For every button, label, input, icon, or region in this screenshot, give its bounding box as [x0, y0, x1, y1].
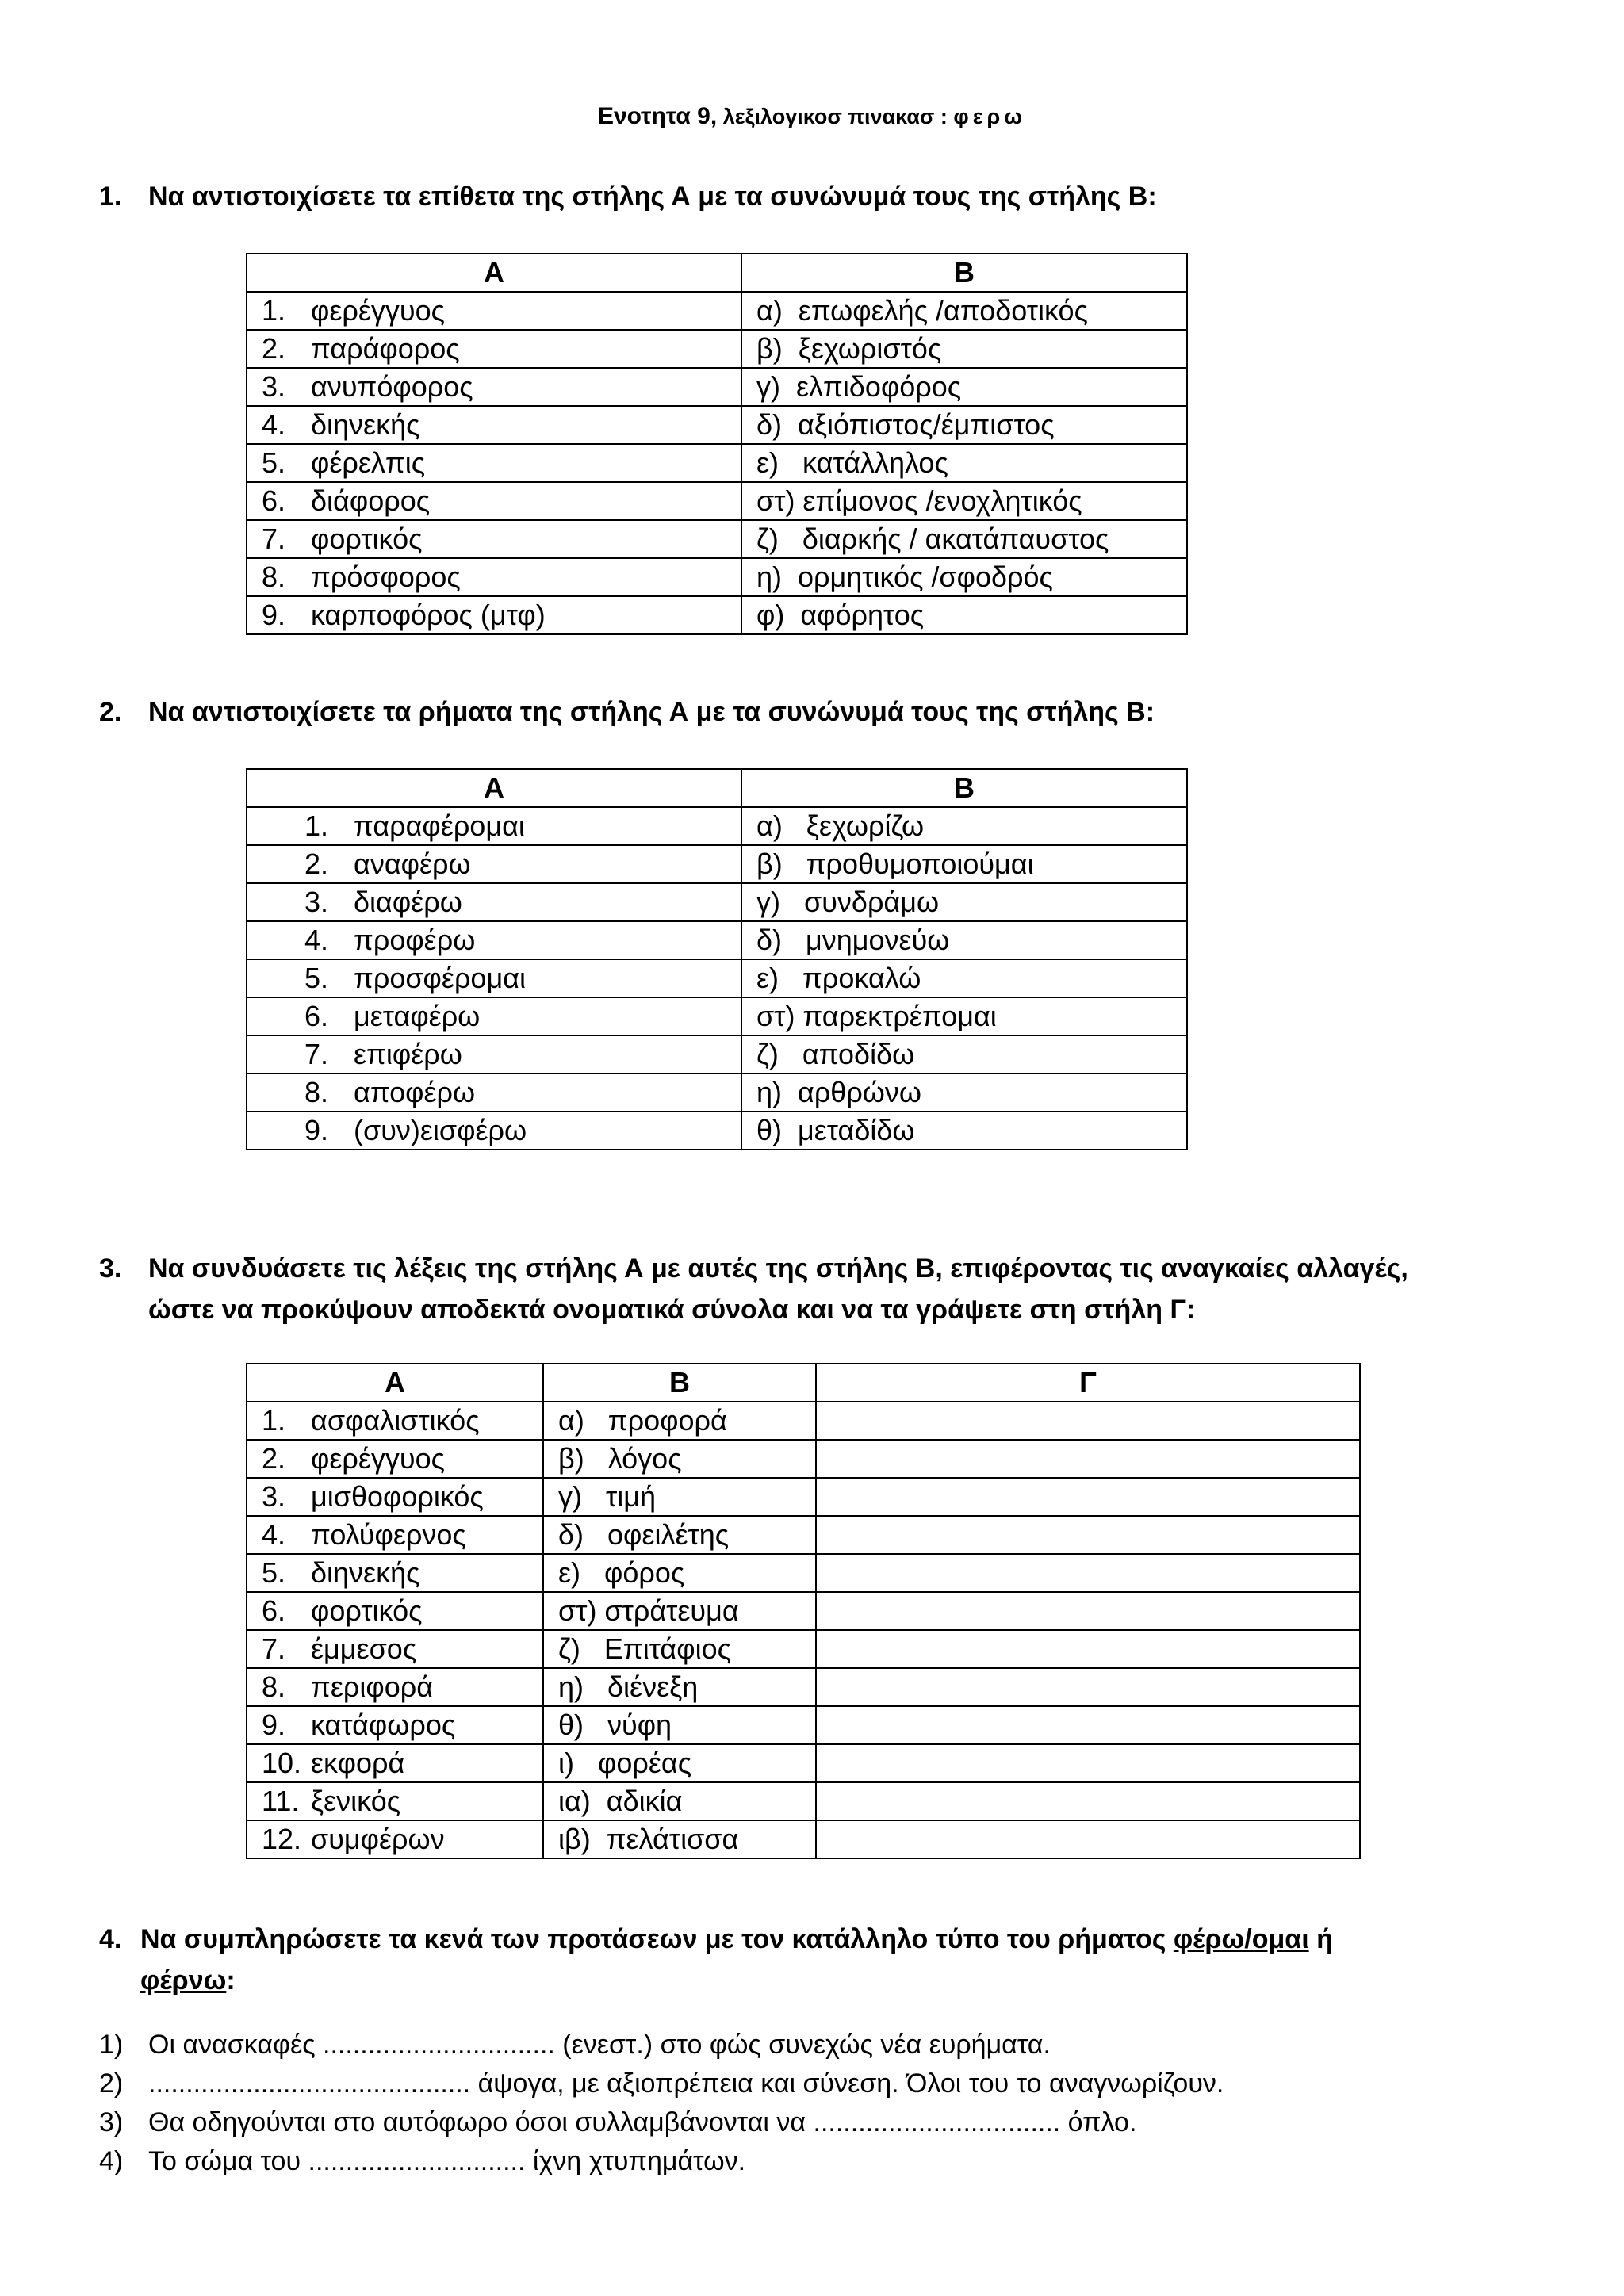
- sentence-item: [99, 2142, 745, 2181]
- table-row: [247, 1630, 1360, 1668]
- table-q1: [246, 253, 1188, 635]
- question-number: 1.: [99, 182, 122, 212]
- sentence-text: Θα οδηγούνται στο αυτόφωρο όσοι συλλαμβάνονται να ................................. όπλο.: [148, 2107, 1137, 2137]
- cell-col-a: [247, 1668, 543, 1706]
- table-row: [247, 1782, 1360, 1820]
- table-row: [247, 368, 1187, 406]
- table-row: [247, 330, 1187, 368]
- item-number: 7.: [304, 1038, 329, 1070]
- item-word: διάφορος: [311, 484, 431, 517]
- answer-cell-col-c[interactable]: [816, 1668, 1360, 1706]
- item-number: 9.: [262, 1709, 286, 1741]
- item-number: 4.: [304, 924, 329, 956]
- item-number: 2.: [262, 332, 286, 365]
- table-row: [247, 997, 1187, 1035]
- cell-col-b: ζ) διαρκής / ακατάπαυστος: [741, 520, 1187, 558]
- cell-col-a: [247, 1035, 741, 1073]
- item-number: 5.: [304, 962, 329, 994]
- table-row: [247, 596, 1187, 634]
- header-col-b: Β: [741, 254, 1187, 292]
- item-number: 4.: [262, 408, 286, 441]
- title-section: Ενοτητα 9,: [597, 103, 718, 129]
- item-word: φερέγγυος: [311, 294, 445, 327]
- cell-col-b: στ) παρεκτρέπομαι: [741, 997, 1187, 1035]
- item-word: φέρελπις: [311, 446, 426, 479]
- item-number: 8.: [262, 561, 286, 593]
- question-text-before: Να συμπληρώσετε τα κενά των προτάσεων με τον κατάλληλο τύπο του ρήματος: [140, 1924, 1166, 1954]
- table-row: [247, 1478, 1360, 1516]
- cell-col-b: γ) ελπιδοφόρος: [741, 368, 1187, 406]
- title-label: λεξιλογικοσ πινακασ :: [722, 105, 948, 128]
- cell-col-b: β) προθυμοποιούμαι: [741, 845, 1187, 883]
- answer-cell-col-c[interactable]: [816, 1630, 1360, 1668]
- item-word: διαφέρω: [354, 886, 462, 918]
- question-number: 2.: [99, 697, 122, 727]
- table-row: [247, 883, 1187, 921]
- table-row: [247, 1516, 1360, 1554]
- table-header-row: [247, 769, 1187, 807]
- sentence-text: ........................................... άψογα, με αξιοπρέπεια και σύνεση. Όλοι του το αναγνωρίζουν.: [148, 2068, 1224, 2099]
- answer-cell-col-c[interactable]: [816, 1402, 1360, 1440]
- cell-col-b: θ) νύφη: [543, 1706, 816, 1744]
- item-number: 12.: [262, 1823, 302, 1855]
- table-q3: [246, 1363, 1361, 1859]
- cell-col-b: δ) οφειλέτης: [543, 1516, 816, 1554]
- cell-col-a: [247, 845, 741, 883]
- cell-col-a: [247, 997, 741, 1035]
- item-word: περιφορά: [311, 1670, 434, 1703]
- sentence-item: [99, 2064, 1224, 2103]
- table-row: [247, 1668, 1360, 1706]
- answer-cell-col-c[interactable]: [816, 1592, 1360, 1630]
- answer-cell-col-c[interactable]: [816, 1744, 1360, 1782]
- header-col-c: Γ: [816, 1364, 1360, 1402]
- table-row: [247, 558, 1187, 596]
- table-row: [247, 1744, 1360, 1782]
- item-number: 5.: [262, 446, 286, 479]
- cell-col-a: [247, 482, 741, 520]
- answer-cell-col-c[interactable]: [816, 1440, 1360, 1478]
- item-number: 3.: [304, 886, 329, 918]
- table-header-row: [247, 254, 1187, 292]
- verb-fero: φέρω/ομαι: [1173, 1924, 1309, 1954]
- cell-col-a: [247, 596, 741, 634]
- answer-cell-col-c[interactable]: [816, 1820, 1360, 1858]
- item-number: 1.: [262, 294, 286, 327]
- item-word: διηνεκής: [311, 1556, 420, 1589]
- item-number: 9.: [262, 599, 286, 631]
- item-number: 5.: [262, 1556, 286, 1589]
- cell-col-b: η) διένεξη: [543, 1668, 816, 1706]
- cell-col-b: γ) τιμή: [543, 1478, 816, 1516]
- item-word: φορτικός: [311, 1594, 423, 1627]
- cell-col-b: α) επωφελής /αποδοτικός: [741, 292, 1187, 330]
- cell-col-a: [247, 1592, 543, 1630]
- cell-col-b: β) λόγος: [543, 1440, 816, 1478]
- table-q2: [246, 768, 1188, 1150]
- item-number: 3.: [262, 1480, 286, 1513]
- cell-col-a: [247, 807, 741, 845]
- table-row: [247, 959, 1187, 997]
- item-word: πρόσφορος: [311, 561, 461, 593]
- cell-col-b: θ) μεταδίδω: [741, 1112, 1187, 1150]
- item-word: πολύφερνος: [311, 1518, 466, 1551]
- cell-col-b: α) προφορά: [543, 1402, 816, 1440]
- sentence-number: 2): [99, 2068, 124, 2099]
- sentence-item: [99, 2103, 1136, 2142]
- item-number: 6.: [262, 484, 286, 517]
- cell-col-b: α) ξεχωρίζω: [741, 807, 1187, 845]
- cell-col-a: [247, 1630, 543, 1668]
- item-number: 7.: [262, 1632, 286, 1665]
- cell-col-a: [247, 406, 741, 444]
- cell-col-a: [247, 330, 741, 368]
- table-row: [247, 1592, 1360, 1630]
- header-col-a: Α: [247, 1364, 543, 1402]
- question-text-line1: Να συνδυάσετε τις λέξεις της στήλης Α με αυτές της στήλης Β, επιφέροντας τις αναγκαίες αλλαγές,: [148, 1253, 1408, 1284]
- question-2-heading: [99, 691, 1526, 733]
- table-row: [247, 1820, 1360, 1858]
- item-number: 6.: [304, 1000, 329, 1032]
- table-row: [247, 1554, 1360, 1592]
- cell-col-b: β) ξεχωριστός: [741, 330, 1187, 368]
- cell-col-a: [247, 1782, 543, 1820]
- cell-col-b: ε) κατάλληλος: [741, 444, 1187, 482]
- header-col-b: Β: [741, 769, 1187, 807]
- cell-col-b: γ) συνδράμω: [741, 883, 1187, 921]
- item-number: 2.: [262, 1442, 286, 1475]
- cell-col-a: [247, 1820, 543, 1858]
- header-col-b: Β: [543, 1364, 816, 1402]
- cell-col-a: [247, 1554, 543, 1592]
- item-number: 9.: [304, 1114, 329, 1146]
- cell-col-b: η) αρθρώνω: [741, 1073, 1187, 1112]
- cell-col-b: ζ) Επιτάφιος: [543, 1630, 816, 1668]
- header-col-a: Α: [247, 254, 741, 292]
- question-text-line2: ώστε να προκύψουν αποδεκτά ονοματικά σύνολα και να τα γράψετε στη στήλη Γ:: [148, 1295, 1196, 1325]
- item-number: 3.: [262, 370, 286, 403]
- item-word: παραφέρομαι: [354, 809, 525, 842]
- question-text: Να αντιστοιχίσετε τα επίθετα της στήλης Α με τα συνώνυμά τους της στήλης Β:: [148, 182, 1157, 212]
- cell-col-a: [247, 883, 741, 921]
- cell-col-a: [247, 520, 741, 558]
- item-number: 6.: [262, 1594, 286, 1627]
- item-number: 11.: [262, 1785, 300, 1817]
- question-text-after: :: [226, 1965, 236, 1996]
- question-4-heading: [99, 1919, 1590, 2001]
- cell-col-b: δ) μνημονεύω: [741, 921, 1187, 959]
- sentence-item: [99, 2026, 1051, 2064]
- item-number: 7.: [262, 522, 286, 555]
- table-row: [247, 1073, 1187, 1112]
- header-col-a: Α: [247, 769, 741, 807]
- answer-cell-col-c[interactable]: [816, 1706, 1360, 1744]
- item-word: προσφέρομαι: [354, 962, 527, 994]
- cell-col-a: [247, 1744, 543, 1782]
- item-word: αποφέρω: [354, 1076, 476, 1108]
- cell-col-a: [247, 1440, 543, 1478]
- table-row: [247, 1112, 1187, 1150]
- cell-col-a: [247, 444, 741, 482]
- question-1-heading: [99, 176, 1526, 217]
- item-word: ασφαλιστικός: [311, 1404, 480, 1437]
- answer-cell-col-c[interactable]: [816, 1554, 1360, 1592]
- table-row: [247, 845, 1187, 883]
- item-word: έμμεσος: [311, 1632, 417, 1665]
- table-row: [247, 292, 1187, 330]
- cell-col-b: δ) αξιόπιστος/έμπιστος: [741, 406, 1187, 444]
- item-word: επιφέρω: [354, 1038, 462, 1070]
- cell-col-b: ε) φόρος: [543, 1554, 816, 1592]
- cell-col-a: [247, 921, 741, 959]
- cell-col-a: [247, 368, 741, 406]
- sentence-text: Το σώμα του ............................. ίχνη χτυπημάτων.: [148, 2146, 746, 2176]
- item-word: ανυπόφορος: [311, 370, 473, 403]
- item-number: 2.: [304, 848, 329, 880]
- table-row: [247, 444, 1187, 482]
- cell-col-b: στ) επίμονος /ενοχλητικός: [741, 482, 1187, 520]
- item-word: μεταφέρω: [354, 1000, 481, 1032]
- cell-col-a: [247, 558, 741, 596]
- sentence-number: 4): [99, 2146, 124, 2176]
- item-number: 10.: [262, 1747, 302, 1779]
- sentence-text: Οι ανασκαφές ............................... (ενεστ.) στο φώς συνεχώς νέα ευρήματα.: [148, 2030, 1051, 2060]
- cell-col-a: [247, 1478, 543, 1516]
- question-text-mid: ή: [1316, 1924, 1333, 1954]
- cell-col-b: ια) αδικία: [543, 1782, 816, 1820]
- cell-col-b: ι) φορέας: [543, 1744, 816, 1782]
- table-row: [247, 1706, 1360, 1744]
- table-header-row: [247, 1364, 1360, 1402]
- item-number: 8.: [304, 1076, 329, 1108]
- item-word: φερέγγυος: [311, 1442, 445, 1475]
- table-row: [247, 1440, 1360, 1478]
- item-word: μισθοφορικός: [311, 1480, 484, 1513]
- item-word: προφέρω: [354, 924, 476, 956]
- cell-col-b: ζ) αποδίδω: [741, 1035, 1187, 1073]
- item-word: ξενικός: [311, 1785, 401, 1817]
- cell-col-a: [247, 1402, 543, 1440]
- sentence-number: 1): [99, 2030, 124, 2060]
- item-number: 8.: [262, 1670, 286, 1703]
- item-word: εκφορά: [311, 1747, 405, 1779]
- page-title: [0, 103, 1624, 130]
- item-number: 1.: [304, 809, 329, 842]
- table-row: [247, 1402, 1360, 1440]
- question-number: 3.: [99, 1253, 122, 1284]
- cell-col-a: [247, 292, 741, 330]
- question-text: Να αντιστοιχίσετε τα ρήματα της στήλης Α με τα συνώνυμά τους της στήλης Β:: [148, 697, 1155, 727]
- item-word: διηνεκής: [311, 408, 420, 441]
- answer-cell-col-c[interactable]: [816, 1782, 1360, 1820]
- cell-col-b: ιβ) πελάτισσα: [543, 1820, 816, 1858]
- cell-col-a: [247, 959, 741, 997]
- table-row: [247, 807, 1187, 845]
- cell-col-b: στ) στράτευμα: [543, 1592, 816, 1630]
- cell-col-b: φ) αφόρητος: [741, 596, 1187, 634]
- cell-col-a: [247, 1706, 543, 1744]
- cell-col-b: ε) προκαλώ: [741, 959, 1187, 997]
- table-row: [247, 921, 1187, 959]
- item-word: καρποφόρος (μτφ): [311, 599, 546, 631]
- item-number: 1.: [262, 1404, 286, 1437]
- table-row: [247, 482, 1187, 520]
- item-word: συμφέρων: [311, 1823, 445, 1855]
- item-number: 4.: [262, 1518, 286, 1551]
- table-row: [247, 406, 1187, 444]
- item-word: φορτικός: [311, 522, 423, 555]
- cell-col-a: [247, 1112, 741, 1150]
- answer-cell-col-c[interactable]: [816, 1478, 1360, 1516]
- table-row: [247, 1035, 1187, 1073]
- item-word: αναφέρω: [354, 848, 471, 880]
- item-word: κατάφωρος: [311, 1709, 456, 1741]
- question-text: [140, 1919, 1590, 2001]
- table-row: [247, 520, 1187, 558]
- verb-ferno: φέρνω: [140, 1965, 227, 1996]
- cell-col-a: [247, 1516, 543, 1554]
- answer-cell-col-c[interactable]: [816, 1516, 1360, 1554]
- question-3-heading: [99, 1248, 1590, 1330]
- sentence-number: 3): [99, 2107, 124, 2137]
- cell-col-a: [247, 1073, 741, 1112]
- item-word: παράφορος: [311, 332, 460, 365]
- cell-col-b: η) ορμητικός /σφοδρός: [741, 558, 1187, 596]
- question-number: 4.: [99, 1924, 122, 1954]
- item-word: (συν)εισφέρω: [354, 1114, 527, 1146]
- title-word: φερω: [953, 105, 1027, 128]
